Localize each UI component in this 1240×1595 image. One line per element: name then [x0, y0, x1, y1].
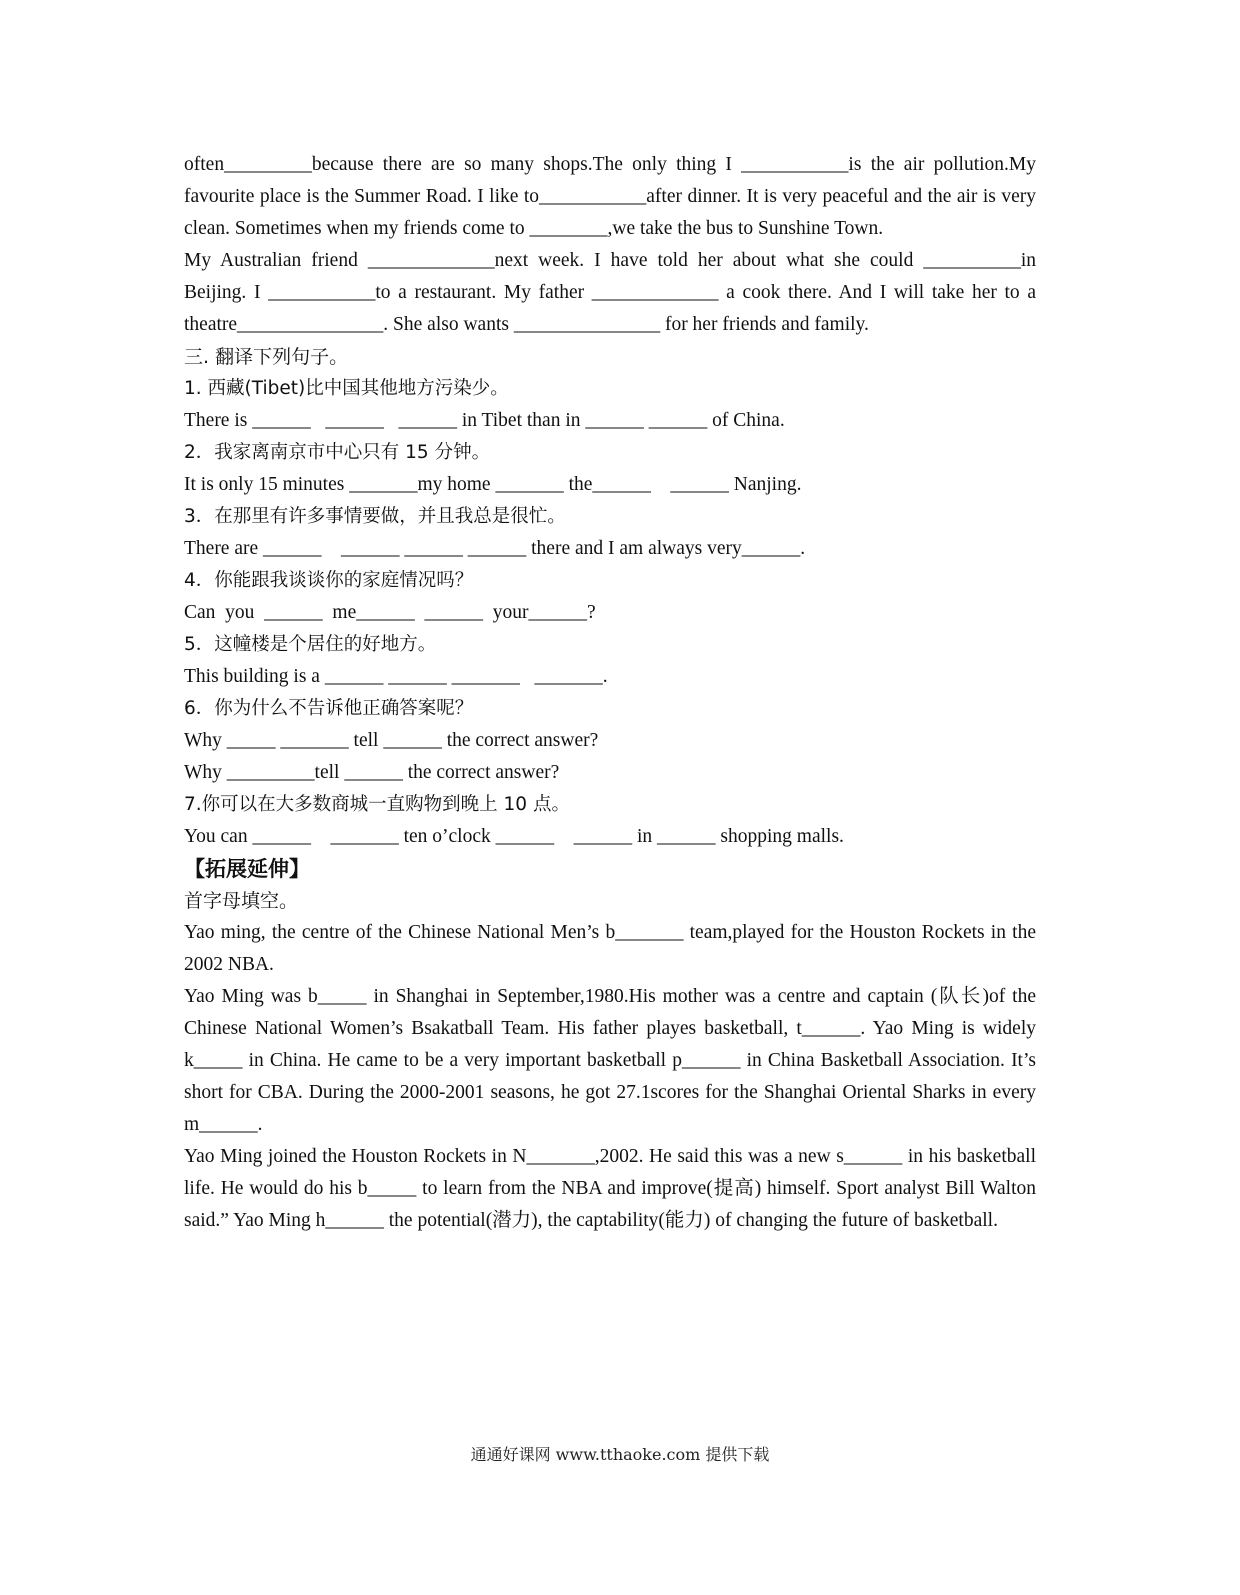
extension-paragraph-2: Yao Ming was b_____ in Shanghai in September,1980.His mother was a centre and captain (队长)of the Chinese National Women’s Bsakatball Team. His father playes basketball, t______. Yao Ming is widely k_____ in China. He came to be a very important basketball p______ in China Basketball Association. It’s short for CBA. During the 2000-2001 seasons, he got 27.1scores for the Shanghai Oriental Sharks in every m______.	[184, 986, 1036, 1135]
page-footer: 通通好课网 www.tthaoke.com 提供下载	[470, 1445, 770, 1464]
question-1-chinese: 1. 西藏(Tibet)比中国其他地方污染少。	[184, 378, 509, 399]
extension-paragraph-3: Yao Ming joined the Houston Rockets in N_______,2002. He said this was a new s______ in his basketball life. He would do his b_____ to learn from the NBA and improve(提高) himself. Sport analyst Bill Walton said.” Yao Ming h______ the potential(潜力), the captability(能力) of changing the future of basketball.	[184, 1146, 1036, 1231]
question-6-english-a: Why _____ _______ tell ______ the correct answer?	[184, 730, 599, 751]
section-3-heading: 三. 翻译下列句子。	[184, 346, 349, 368]
question-7-english: You can ______ _______ ten o’clock ______ ______ in ______ shopping malls.	[184, 826, 844, 847]
extension-paragraph-1: Yao ming, the centre of the Chinese National Men’s b_______ team,played for the Houston Rockets in the 2002 NBA.	[184, 922, 1036, 975]
question-1-english: There is ______ ______ ______ in Tibet than in ______ ______ of China.	[184, 410, 785, 431]
question-3-chinese: 3．在那里有许多事情要做，并且我总是很忙。	[184, 506, 566, 527]
question-7-chinese: 7.你可以在大多数商城一直购物到晚上 10 点。	[184, 794, 570, 815]
passage-paragraph-1: often_________because there are so many shops.The only thing I ___________is the air pollution.My favourite place is the Summer Road. I like to___________after dinner. It is very peaceful and the air is very clean. Sometimes when my friends come to ________,we take the bus to Sunshine Town.	[184, 154, 1036, 239]
extension-title: 【拓展延伸】	[184, 857, 310, 881]
question-4-english: Can you ______ me______ ______ your______?	[184, 602, 596, 623]
worksheet-content	[184, 149, 1036, 1237]
question-6-english-b: Why _________tell ______ the correct answer?	[184, 762, 560, 783]
extension-subtitle: 首字母填空。	[184, 890, 299, 912]
question-4-chinese: 4．你能跟我谈谈你的家庭情况吗？	[184, 570, 474, 591]
question-6-chinese: 6．你为什么不告诉他正确答案呢？	[184, 698, 474, 719]
question-5-chinese: 5．这幢楼是个居住的好地方。	[184, 634, 437, 655]
question-3-english: There are ______ ______ ______ ______ there and I am always very______.	[184, 538, 806, 559]
question-5-english: This building is a ______ ______ _______ _______.	[184, 666, 608, 687]
question-2-chinese: 2．我家离南京市中心只有 15 分钟。	[184, 442, 491, 463]
question-2-english: It is only 15 minutes _______my home _______ the______ ______ Nanjing.	[184, 474, 802, 495]
passage-paragraph-2: My Australian friend _____________next week. I have told her about what she could __________in Beijing. I ___________to a restaurant. My father _____________ a cook there. And I will take her to a theatre_______________. She also wants _______________ for her friends and family.	[184, 250, 1036, 335]
